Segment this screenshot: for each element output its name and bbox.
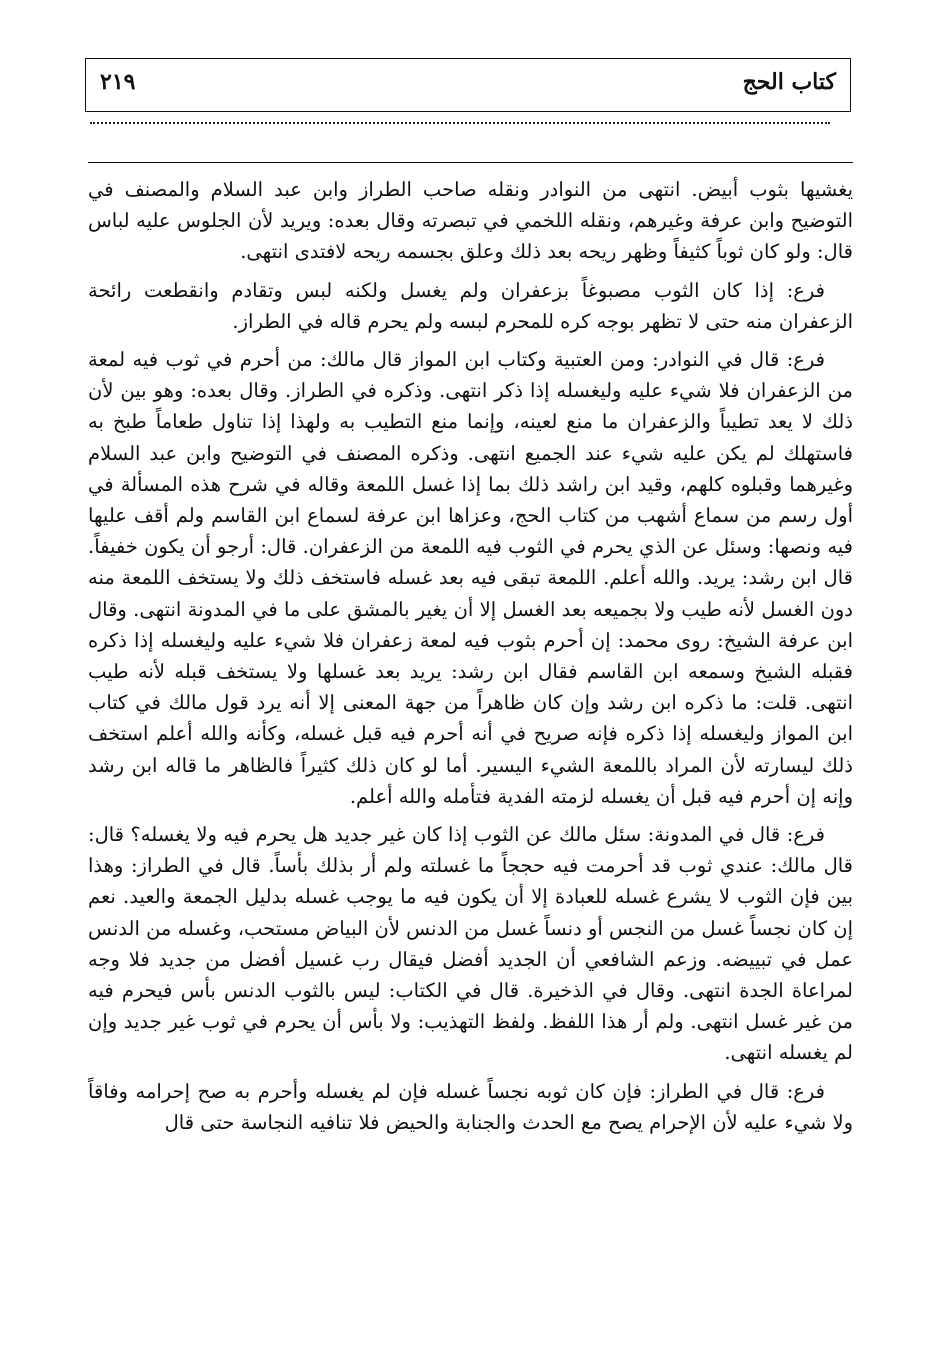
page-body bbox=[88, 174, 853, 1145]
book-title: كتاب الحج bbox=[742, 69, 836, 95]
paragraph: فرع: قال في النوادر: ومن العتبية وكتاب ابن المواز قال مالك: من أحرم في ثوب فيه لمعة من الزعفران فلا شيء عليه وليغسله إذا ذكر انتهى. وذكره في الطراز. وقال بعده: وهو بين لأن ذلك لا يعد تطيباً والزعفران ما منع لعينه، وإنما منع التطيب به ولهذا إذا تناول طعاماً طبخ به فاستهلك لم يكن عليه شيء عند الجميع انتهى. وذكره المصنف في التوضيح وابن عبد السلام وغيرهما وقبلوه كلهم، وقيد ابن راشد ذلك بما إذا غسل اللمعة وقاله في شرح هذه المسألة في أول رسم من سماع أشهب من كتاب الحج، وعزاها ابن عرفة لسماع ابن القاسم ولم أقف عليها فيه ونصها: وسئل عن الذي يحرم في الثوب فيه اللمعة من الزعفران. قال: أرجو أن يكون خفيفاً. قال ابن رشد: يريد. والله أعلم. اللمعة تبقى فيه بعد غسله فاستخف ذلك ولا يستخف اللمعة منه دون الغسل لأنه طيب ولا بجميعه بعد الغسل إلا أن يغير بالمشق على ما في المدونة انتهى. وقال ابن عرفة الشيخ: روى محمد: إن أحرم بثوب فيه لمعة زعفران فلا شيء عليه وليغسله إذا ذكره فقبله الشيخ وسمعه ابن القاسم فقال ابن رشد: يريد بعد غسلها ولا يستخف قبله لأنه طيب انتهى. قلت: ما ذكره ابن رشد وإن كان ظاهراً من جهة المعنى إلا أنه يرد قول مالك في كتاب ابن المواز وليغسله إذا ذكره فإنه صريح في أنه أحرم فيه قبل غسله، وكأنه والله أعلم استخف ذلك ليسارته لأن المراد باللمعة الشيء اليسير. أما لو كان ذلك كثيراً فالظاهر ما قاله ابن رشد وإنه إن أحرم فيه قبل أن يغسله لزمته الفدية فتأمله والله أعلم. bbox=[88, 348, 853, 808]
dotted-separator bbox=[90, 122, 830, 124]
paragraph: يغشيها بثوب أبيض. انتهى من النوادر ونقله صاحب الطراز وابن عبد السلام والمصنف في التوضيح وابن عرفة وغيرهم، ونقله اللخمي في تبصرته وقال بعده: ويريد لأن الجلوس عليه لباس قال: ولو كان ثوباً كثيفاً وظهر ريحه بعد ذلك وعلق بجسمه ريحه لافتدى انتهى. bbox=[88, 178, 853, 264]
running-header bbox=[85, 58, 851, 112]
paragraph: فرع: قال في الطراز: فإن كان ثوبه نجساً غسله فإن لم يغسله وأحرم به صح إحرامه وفاقاً ولا شيء عليه لأن الإحرام يصح مع الحدث والجنابة والحيض فلا تنافيه النجاسة حتى قال bbox=[88, 1079, 853, 1134]
page-number: ٢١٩ bbox=[100, 69, 136, 95]
paragraph: فرع: قال في المدونة: سئل مالك عن الثوب إذا كان غير جديد هل يحرم فيه ولا يغسله؟ قال: قال مالك: عندي ثوب قد أحرمت فيه حججاً ما غسلته ولم أر بذلك بأساً. قال في الطراز: وهذا بين فإن الثوب لا يشرع غسله للعبادة إلا أن يكون فيه ما يوجب غسله بدليل الجمعة والعيد. نعم إن كان نجساً غسل من النجس أو دنساً غسل من الدنس لأن البياض مستحب، وغسله من الدنس عمل في تبييضه. وزعم الشافعي أن الجديد أفضل فيقال رب غسيل أفضل من جديد فلا وجه لمراعاة الجدة انتهى. وقال في الذخيرة. قال في الكتاب: ليس بالثوب الدنس بأس فيحرم فيه من غير غسل انتهى. ولم أر هذا اللفظ. ولفظ التهذيب: ولا بأس أن يحرم في ثوب غير جديد وإن لم يغسله انتهى. bbox=[88, 823, 853, 1065]
header-rule bbox=[88, 162, 853, 163]
paragraph: فرع: إذا كان الثوب مصبوغاً بزعفران ولم يغسل ولكنه لبس وتقادم وانقطعت رائحة الزعفران منه حتى لا تظهر بوجه كره للمحرم لبسه ولم يحرم قاله في الطراز. bbox=[88, 278, 853, 333]
